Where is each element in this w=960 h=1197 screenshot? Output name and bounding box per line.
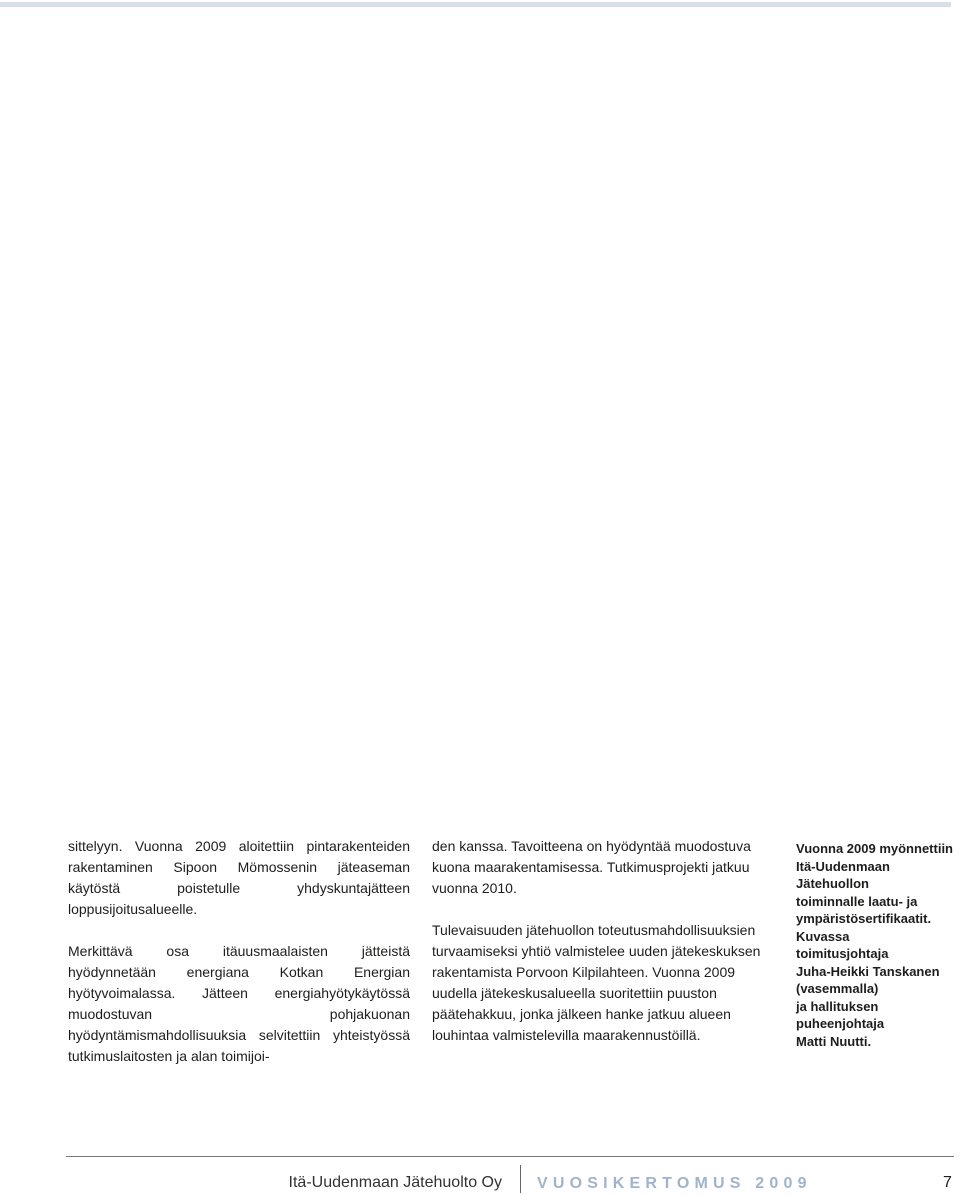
- paragraph: Merkittävä osa itäuusmaalaisten jätteistä hyödynnetään energiana Kotkan Energian hyötyvoimalassa. Jätteen energiahyötykäytössä muodostuvan pohjakuonan hyödyntämismahdollisuuksia selvitettiin yhteistyössä tutkimuslaitosten ja alan toimijoi-: [68, 943, 410, 1064]
- caption-line: ympäristösertifikaatit.: [796, 911, 932, 926]
- caption-line: ja hallituksen: [796, 998, 879, 1014]
- caption-line: Juha-Heikki Tanskanen: [796, 963, 940, 979]
- footer-divider: [520, 1165, 521, 1193]
- paragraph: Tulevaisuuden jätehuollon toteutusmahdollisuuksien turvaamiseksi yhtiö valmistelee uuden jätekeskuksen rakentamista Porvoon Kilpilahteen. Vuonna 2009 uudella jätekeskusalueella suoritettiin puuston päätehakkuu, jonka jälkeen hanke jatkuu alueen louhintaa valmistelevilla maarakennustöillä.: [432, 922, 761, 1043]
- footer-company-name: Itä-Uudenmaan Jätehuolto Oy: [288, 1174, 502, 1191]
- caption-line: puheenjohtaja: [796, 1016, 885, 1031]
- caption-line: toiminnalle laatu- ja: [796, 893, 918, 909]
- footer-report-title: VUOSIKERTOMUS 2009: [537, 1175, 812, 1192]
- caption-line: Kuvassa: [796, 928, 850, 944]
- text-column-left: [68, 836, 410, 1067]
- caption-line: Jätehuollon: [796, 876, 869, 891]
- text-column-middle: [432, 836, 774, 1046]
- photo-caption: [796, 840, 960, 1050]
- paragraph: den kanssa. Tavoitteena on hyödyntää muodostuva kuona maarakentamisessa. Tutkimusprojekti jatkuu vuonna 2010.: [432, 838, 751, 896]
- caption-line: Matti Nuutti.: [796, 1033, 872, 1049]
- caption-line: Vuonna 2009 myönnettiin: [796, 841, 953, 856]
- caption-line: toimitusjohtaja: [796, 946, 889, 961]
- top-decorative-rule: [0, 2, 951, 7]
- caption-line: (vasemmalla): [796, 981, 879, 996]
- paragraph: sittelyyn. Vuonna 2009 aloitettiin pintarakenteiden rakentaminen Sipoon Mömossenin jäteaseman käytöstä poistetulle yhdyskuntajätteen loppusijoitusalueelle.: [68, 838, 410, 917]
- caption-line: Itä-Uudenmaan: [796, 858, 890, 874]
- footer-rule: [66, 1156, 954, 1157]
- page-number: 7: [943, 1174, 952, 1191]
